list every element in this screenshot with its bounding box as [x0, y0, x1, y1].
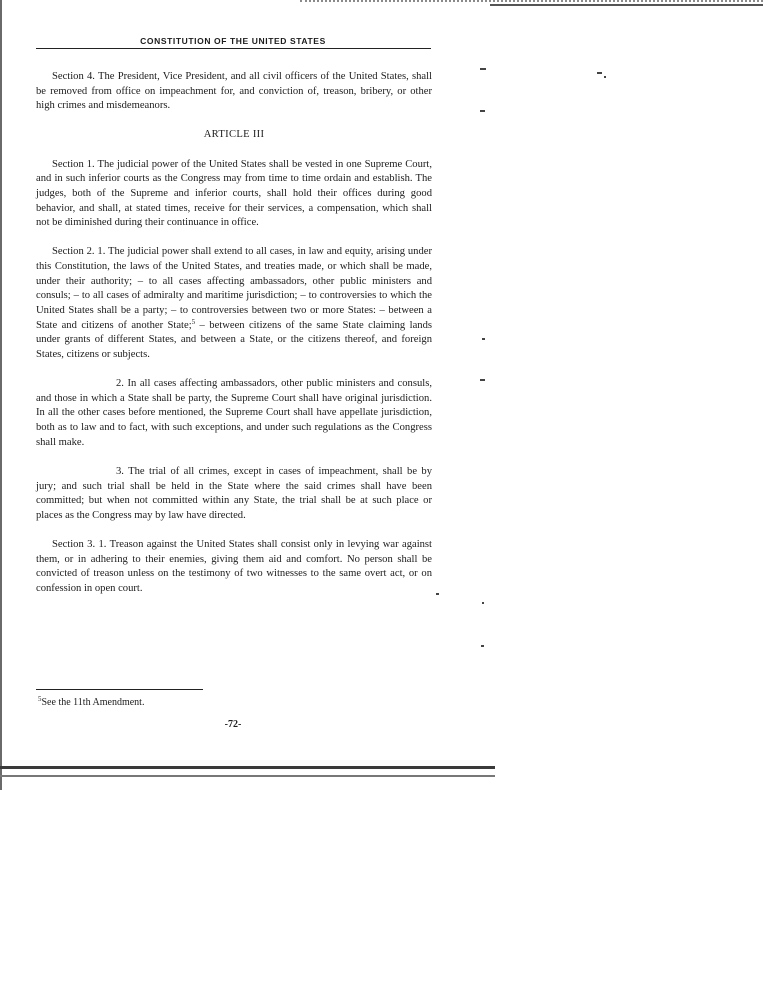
running-title: CONSTITUTION OF THE UNITED STATES [140, 36, 326, 46]
scan-edge-line [490, 4, 763, 6]
scan-speck [482, 338, 485, 340]
article-heading: ARTICLE III [203, 129, 265, 141]
scan-speck [480, 110, 485, 112]
page-body [36, 70, 432, 597]
section-3-clause-1-paragraph: Section 3. 1. Treason against the United States shall consist only in levying war against them, or in adhering to their enemies, giving them aid and comfort. No person shall be convicted of treason unless on the testimony of two witnesses to the same overt act, or on confession in open court. [36, 539, 432, 595]
footnote-text: See the 11th Amendment. [41, 697, 145, 708]
section-1-paragraph: Section 1. The judicial power of the United States shall be vested in one Supreme Court, and in such inferior courts as the Congress may from time to time ordain and establish. The judges, both of the Supreme and inferior courts, shall hold their offices during good behavior, and shall, at stated times, receive for their services, a compensation, which shall not be diminished during their continuance in office. [36, 158, 432, 229]
footnote-marker: 5 [38, 695, 42, 703]
section-2-clause-1-text-cont: – between citizens of the same State claiming lands under grants of different States, and between a State, or the citizens thereof, and foreign States, citizens or subjects. [36, 319, 432, 360]
section-2-clause-2-paragraph: 2. In all cases affecting ambassadors, other public ministers and consuls, and those in which a State shall be party, the Supreme Court shall have original jurisdiction. In all the other cases before mentioned, the Supreme Court shall have appellate jurisdiction, both as to law and to fact, with such exceptions, and under such regulations as the Congress shall make. [36, 378, 432, 448]
footnote [38, 693, 144, 709]
section-2-clause-1-text: Section 2. 1. The judicial power shall extend to all cases, in law and equity, arising under this Constitution, the laws of the United States, and treaties made, or which shall be made, under their authority; – to all cases affecting ambassadors, other public ministers and consuls; – to all cases of admiralty and maritime jurisdiction; – to controversies to which the United States shall be a party; – to controversies between two or more States: – between a State and citizens of another State; [36, 246, 432, 331]
header-rule [36, 48, 431, 49]
scan-speck [436, 593, 439, 595]
scan-speck [597, 72, 602, 74]
scan-speck [481, 645, 484, 647]
bottom-rule [0, 766, 495, 769]
scan-speck [482, 602, 484, 604]
footnote-rule [36, 689, 203, 690]
scan-speck [480, 379, 485, 381]
section-2-clause-1-paragraph [36, 245, 432, 362]
bottom-rule-secondary [0, 775, 495, 777]
scan-speck [604, 76, 606, 78]
scan-edge-left [0, 0, 2, 790]
page-number: -72- [224, 719, 242, 730]
section-4-paragraph: Section 4. The President, Vice President, and all civil officers of the United States, shall be removed from office on impeachment for, and conviction of, treason, bribery, or other high crimes and misdemeanors. [36, 71, 432, 112]
scan-speck [480, 68, 486, 70]
footnote-reference: 5 [191, 317, 196, 326]
section-2-clause-3-paragraph: 3. The trial of all crimes, except in cases of impeachment, shall be by jury; and such trial shall be held in the State where the said crimes shall have been committed; but when not committed within any State, the trial shall be at such place or places as the Congress may by law have directed. [36, 465, 432, 521]
